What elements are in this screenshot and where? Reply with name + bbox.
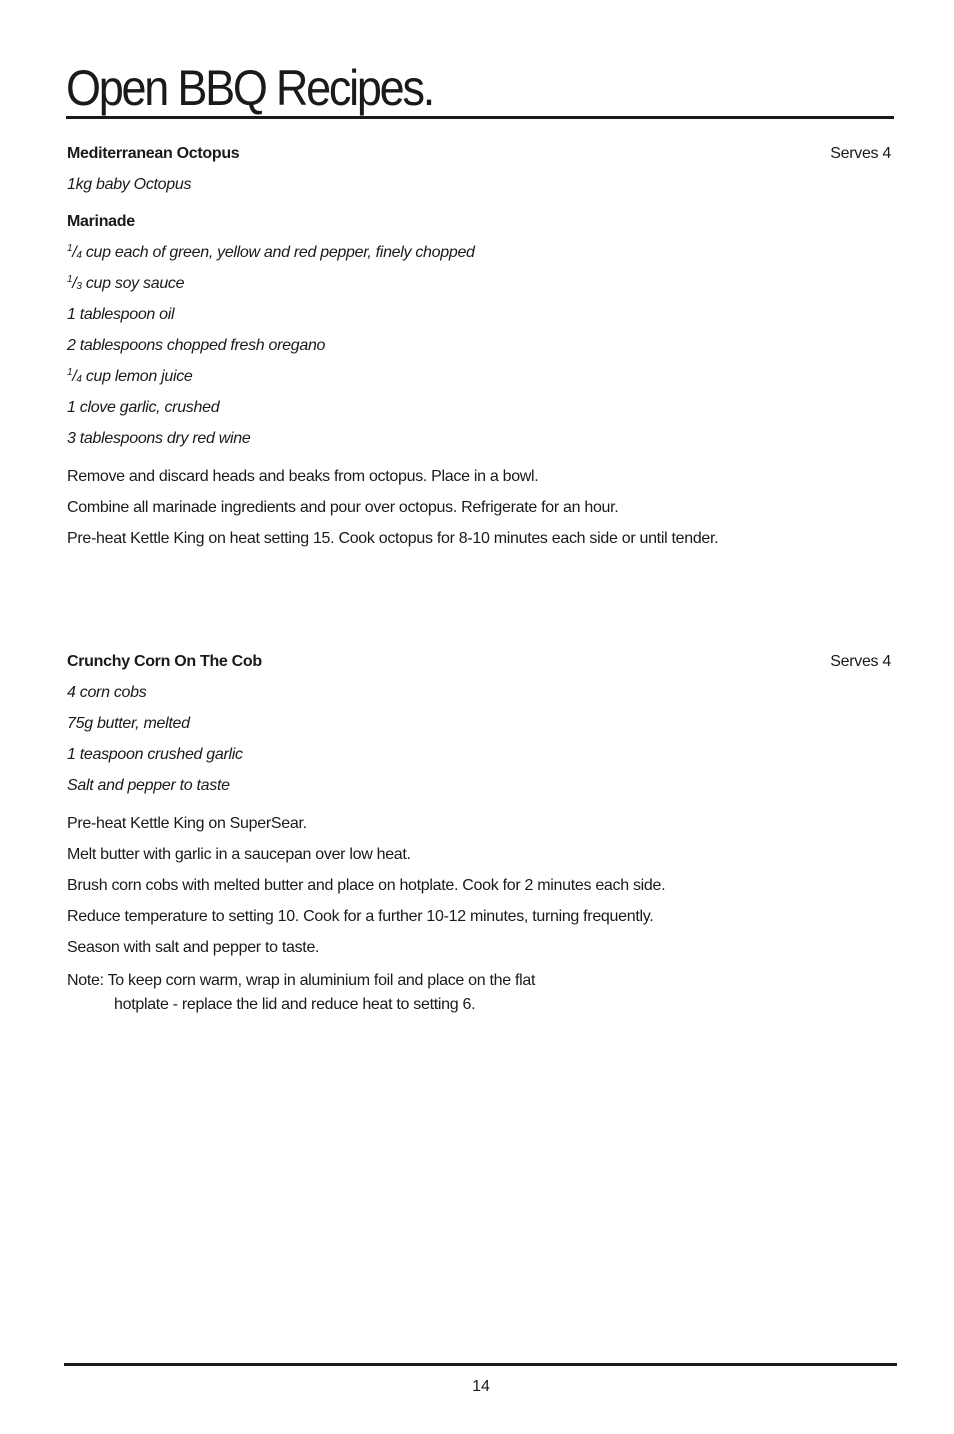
recipe-header: [67, 652, 891, 683]
recipe-note: [67, 969, 891, 1017]
fraction: $^1/_4$: [67, 243, 82, 261]
method-step: Combine all marinade ingredients and pour over octopus. Refrigerate for an hour.: [67, 499, 619, 516]
marinade-heading: Marinade: [67, 213, 135, 230]
page-title: Open BBQ Recipes.: [66, 60, 433, 116]
ingredient-item: $^1/_4$ cup lemon juice: [67, 367, 193, 385]
method: [67, 467, 891, 560]
ingredient-item: 1kg baby Octopus: [67, 176, 192, 193]
ingredient-item: $^1/_4$ cup each of green, yellow and red pepper, finely chopped: [67, 243, 475, 261]
ingredient-item: 3 tablespoons dry red wine: [67, 430, 251, 447]
fraction: $^1/_3$: [67, 274, 82, 292]
recipe-title: Mediterranean Octopus: [67, 145, 240, 162]
ingredient-item: 4 corn cobs: [67, 684, 147, 701]
method-step: Melt butter with garlic in a saucepan over low heat.: [67, 846, 411, 863]
recipe-mediterranean-octopus: [67, 144, 891, 560]
method-step: Pre-heat Kettle King on SuperSear.: [67, 815, 307, 832]
ingredient-item: $^1/_3$ cup soy sauce: [67, 274, 185, 292]
serves-label: Serves 4: [830, 145, 891, 162]
header-rule: [66, 116, 894, 119]
footer-rule: [64, 1363, 897, 1366]
method-step: Remove and discard heads and beaks from octopus. Place in a bowl.: [67, 468, 539, 485]
ingredient-item: 2 tablespoons chopped fresh oregano: [67, 337, 326, 354]
method-step: Brush corn cobs with melted butter and place on hotplate. Cook for 2 minutes each side.: [67, 877, 666, 894]
ingredient-item: 1 tablespoon oil: [67, 306, 175, 323]
fraction: $^1/_4$: [67, 367, 82, 385]
recipe-title: Crunchy Corn On The Cob: [67, 653, 262, 670]
recipe-crunchy-corn: [67, 652, 891, 1017]
ingredient-item: 75g butter, melted: [67, 715, 190, 732]
ingredient-item: Salt and pepper to taste: [67, 777, 230, 794]
ingredient-item: 1 clove garlic, crushed: [67, 399, 220, 416]
note-line: Note: To keep corn warm, wrap in aluminium foil and place on the flat: [67, 972, 536, 989]
serves-label: Serves 4: [830, 653, 891, 670]
method: [67, 814, 891, 969]
page-number: 14: [472, 1378, 490, 1395]
recipe-header: [67, 144, 891, 175]
method-step: Reduce temperature to setting 10. Cook for a further 10-12 minutes, turning frequently.: [67, 908, 654, 925]
method-step: Season with salt and pepper to taste.: [67, 939, 320, 956]
ingredient-item: 1 teaspoon crushed garlic: [67, 746, 243, 763]
note-line: hotplate - replace the lid and reduce heat to setting 6.: [114, 996, 476, 1013]
method-step: Pre-heat Kettle King on heat setting 15. Cook octopus for 8-10 minutes each side or until tender.: [67, 530, 719, 547]
